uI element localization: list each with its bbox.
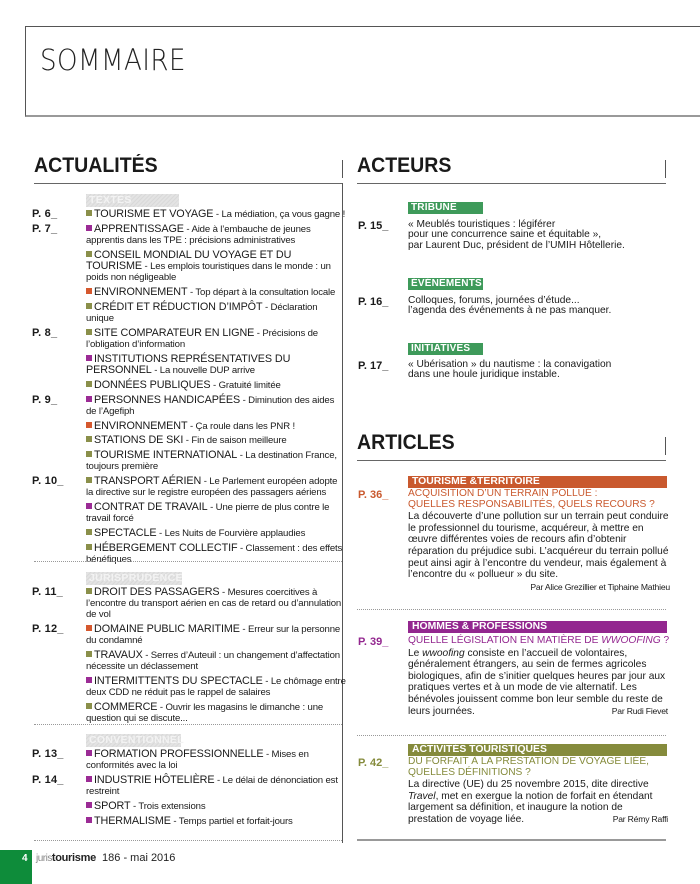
toc-entry[interactable]: [86, 528, 346, 539]
toc-entry[interactable]: [32, 208, 346, 220]
entry-description: - Trois extensions: [130, 801, 206, 812]
section-divider: [34, 724, 342, 725]
entry-title: FORMATION PROFESSIONNELLE: [94, 748, 264, 760]
toc-entry[interactable]: [86, 435, 346, 446]
article-title: QUELLE LÉGISLATION EN MATIÈRE DE WWOOFING ?: [408, 635, 670, 646]
toc-entry[interactable]: [32, 222, 346, 246]
entry-title: INDUSTRIE HÔTELIÈRE: [94, 774, 215, 786]
toc-entry[interactable]: [32, 748, 346, 772]
toc-entry[interactable]: [32, 326, 346, 350]
toc-entry[interactable]: [86, 250, 346, 284]
entry-description: - La nouvelle DUP arrive: [151, 365, 255, 376]
section-heading-articles: ARTICLES: [357, 431, 455, 454]
toc-entry[interactable]: [32, 586, 346, 621]
entry-description: - Ouvrir les magasins le dimanche : une question qui se discute...: [86, 702, 324, 725]
category-bullet-icon: [86, 588, 92, 594]
toc-entry[interactable]: [86, 421, 346, 432]
category-bullet-icon: [86, 544, 92, 550]
page-number: P. 13_: [32, 748, 64, 760]
page-number: P. 10_: [32, 475, 64, 488]
category-bullet-icon: [86, 802, 92, 808]
category-bullet-icon: [86, 355, 92, 361]
category-bullet-icon: [86, 210, 92, 216]
entry-title: INSTITUTIONS REPRÉSENTATIVES DU PERSONNEL: [86, 352, 291, 376]
tag-hommes-professions: HOMMES & PROFESSIONS: [408, 621, 667, 633]
entry-title: TRAVAUX: [94, 649, 143, 662]
entry-description: - La médiation, ça vous gagne !: [213, 209, 346, 220]
page-number: P. 15_: [358, 220, 389, 232]
entry-title: CRÉDIT ET RÉDUCTION D’IMPÔT: [94, 300, 263, 313]
category-bullet-icon: [86, 703, 92, 709]
sommaire-header-box: [25, 26, 700, 117]
entry-description: - Précisions de l’obligation d’information: [86, 327, 318, 350]
entry-description: - Gratuité limitée: [210, 379, 281, 391]
entry-description: - Le chômage entre deux CDD ne réduit pas le rappel de salaires: [86, 676, 346, 699]
toc-entry[interactable]: [86, 543, 346, 565]
entry-text: Colloques, forums, journées d’étude... l’agenda des événements à ne pas manquer.: [408, 295, 612, 317]
article-divider: [357, 735, 666, 736]
category-bullet-icon: [86, 436, 92, 442]
conventionnel-entry-list: [32, 748, 346, 831]
entry-description: - Fin de saison meilleure: [183, 435, 287, 447]
brand-name: tourisme: [51, 852, 96, 864]
entry-title: SPORT: [94, 800, 131, 812]
entry-title: INTERMITTENTS DU SPECTACLE: [94, 675, 263, 688]
entry-title: SPECTACLE: [94, 527, 157, 540]
toc-entry[interactable]: [32, 623, 346, 647]
page-number: P. 16_: [358, 296, 389, 308]
toc-entry[interactable]: [86, 380, 346, 391]
article-title: ACQUISITION D’UN TERRAIN POLLUÉ : QUELLES RESPONSABILITÉS, QUELS RECOURS ?: [408, 488, 655, 510]
entry-title: DOMAINE PUBLIC MARITIME: [94, 623, 240, 636]
page-number: P. 8_: [32, 326, 58, 339]
toc-entry[interactable]: [32, 774, 346, 798]
entry-text: « Meublés touristiques : légiférer pour une concurrence saine et équitable », par Laurent Duc, président de l’UMIH Hôtellerie.: [408, 219, 625, 251]
tag-tourisme-territoire: TOURISME &TERRITOIRE: [408, 476, 667, 488]
entry-description: - Erreur sur la personne du condamné: [86, 624, 341, 647]
initiatives-entry[interactable]: [358, 359, 670, 381]
toc-entry[interactable]: [86, 502, 346, 524]
entry-title: COMMERCE: [94, 701, 158, 714]
acteurs-heading-rule: [357, 183, 666, 184]
entry-title: PERSONNES HANDICAPÉES: [94, 393, 241, 406]
page-title: SOMMAIRE: [40, 43, 186, 77]
toc-entry[interactable]: [32, 475, 346, 499]
page-number: P. 39_: [358, 636, 389, 648]
entry-title: CONSEIL MONDIAL DU VOYAGE ET DU TOURISME: [86, 248, 292, 272]
category-bullet-icon: [86, 477, 92, 483]
entry-description: - Le délai de dénonciation est restreint: [86, 775, 338, 798]
section-heading-actualites: ACTUALITÉS: [34, 154, 158, 177]
toc-entry[interactable]: [86, 801, 346, 812]
tag-initiatives: INITIATIVES: [408, 343, 483, 355]
entry-title: HÉBERGEMENT COLLECTIF: [94, 541, 238, 554]
entry-title: APPRENTISSAGE: [94, 222, 184, 235]
entry-title: CONTRAT DE TRAVAIL: [94, 501, 208, 514]
entry-title: THERMALISME: [94, 814, 171, 827]
footer-page-number: 4: [22, 853, 28, 864]
toc-entry[interactable]: [86, 676, 346, 698]
category-bullet-icon: [86, 451, 92, 457]
entry-description: - Le Parlement européen adopte la directive sur le registre européen des passagers aériens: [86, 476, 338, 499]
entry-title: TOURISME ET VOYAGE: [94, 208, 214, 220]
page-number: P. 42_: [358, 757, 389, 769]
entry-description: - Diminution des aides de l’Agefiph: [86, 394, 335, 417]
category-bullet-icon: [86, 303, 92, 309]
actualites-heading-rule: [34, 183, 342, 184]
category-bullet-icon: [86, 750, 92, 756]
entry-description: - Classement : des effets bénéfiques: [86, 542, 343, 566]
article-summary: Le wwoofing consiste en l’accueil de volontaires, généralement étrangers, au sein de fermes agricoles biologiques, afin de s’initier quelques heures par jour aux pratiques vertes et à un mode de vie alternatif. Les bénévoles jouissent comme bon leur semble du reste de leurs journées. Par Rudi Fievet: [408, 647, 668, 717]
section-heading-acteurs: ACTEURS: [357, 154, 452, 177]
page-number: P. 11_: [32, 586, 63, 598]
article-summary: La directive (UE) du 25 novembre 2015, dite directive Travel, met en exergue la notion de forfait en étendant largement sa définition, et inaugure la notion de prestation de voyage liée. Par Rémy Raffi: [408, 779, 668, 825]
category-bullet-icon: [86, 381, 92, 387]
article-author: Par Rudi Fievet: [611, 705, 668, 716]
entry-title: ENVIRONNEMENT: [94, 286, 188, 298]
brand-prefix: juris: [36, 853, 52, 864]
entry-description: - Top départ à la consultation locale: [187, 287, 336, 298]
subsection-label-conventionnel: CONVENTIONNEL: [86, 734, 181, 747]
entry-title: TOURISME INTERNATIONAL: [94, 449, 238, 462]
entry-text: « Ubérisation » du nautisme : la conavigation dans une houle juridique instable.: [408, 359, 612, 381]
article-entry[interactable]: [358, 488, 670, 592]
entry-description: - Mesures coercitives à l’encontre du transport aérien en cas de retard ou d’annulation de vol: [86, 587, 342, 621]
category-bullet-icon: [86, 503, 92, 509]
entry-description: - Les emplois touristiques dans le monde : un poids non négligeable: [86, 261, 331, 284]
toc-entry[interactable]: [86, 287, 346, 298]
page-number: P. 9_: [32, 393, 58, 406]
articles-heading-rule: [357, 460, 666, 461]
page-number: P. 6_: [32, 208, 58, 220]
category-bullet-icon: [86, 288, 92, 294]
entry-title: STATIONS DE SKI: [94, 434, 184, 447]
category-bullet-icon: [86, 776, 92, 782]
entry-title: TRANSPORT AÉRIEN: [94, 475, 202, 488]
heading-vertical-rule: [665, 437, 666, 455]
article-entry[interactable]: [358, 635, 670, 717]
toc-entry[interactable]: [32, 393, 346, 417]
heading-vertical-rule: [665, 160, 666, 178]
tag-tribune: TRIBUNE: [408, 202, 483, 214]
tag-evenements: ÉVÉNEMENTS: [408, 278, 483, 290]
textes-entry-list: [32, 208, 346, 569]
entry-title: DROIT DES PASSAGERS: [94, 586, 220, 598]
jurisprudence-entry-list: [32, 586, 346, 728]
page-number: P. 36_: [358, 489, 389, 501]
footer-publication: [36, 852, 175, 864]
category-bullet-icon: [86, 422, 92, 428]
article-entry[interactable]: [358, 756, 670, 826]
entry-description: - Déclaration unique: [86, 301, 318, 324]
entry-description: - Ça roule dans les PNR !: [187, 420, 296, 432]
subsection-label-jurisprudence: JURISPRUDENCE: [86, 572, 182, 585]
toc-entry[interactable]: [86, 354, 346, 376]
evenements-entry[interactable]: [358, 295, 670, 317]
page-number: P. 14_: [32, 774, 64, 786]
tag-activites-touristiques: ACTIVITÉS TOURISTIQUES: [408, 744, 667, 756]
category-bullet-icon: [86, 329, 92, 335]
articles-bottom-rule: [357, 839, 666, 841]
entry-description: - La destination France, toujours première: [86, 450, 337, 473]
category-bullet-icon: [86, 251, 92, 257]
toc-entry[interactable]: [86, 650, 346, 672]
entry-title: DONNÉES PUBLIQUES: [94, 378, 211, 391]
toc-entry[interactable]: [86, 302, 346, 324]
subsection-label-textes: TEXTES: [86, 194, 179, 207]
entry-description: - Temps partiel et forfait-jours: [170, 815, 293, 827]
article-title: DU FORFAIT À LA PRESTATION DE VOYAGE LIÉE, QUELLES DÉFINITIONS ?: [408, 756, 649, 778]
toc-entry[interactable]: [86, 816, 346, 827]
entry-title: SITE COMPARATEUR EN LIGNE: [94, 326, 255, 339]
category-bullet-icon: [86, 396, 92, 402]
category-bullet-icon: [86, 225, 92, 231]
entry-title: ENVIRONNEMENT: [94, 419, 188, 432]
article-author: Par Rémy Raffi: [612, 813, 668, 824]
category-bullet-icon: [86, 529, 92, 535]
entry-description: - Aide à l’embauche de jeunes apprentis dans les TPE : précisions administratives: [86, 223, 311, 246]
heading-vertical-rule: [342, 160, 343, 178]
article-summary: La découverte d’une pollution sur un terrain peut conduire le professionnel du tourisme, acquéreur, à mettre en œuvre différentes voies de recours afin d’obtenir réparation du préjudice subi. L’acquéreur du terrain pollué peut ainsi agir à l’encontre du vendeur, mais également à l’encontre du « pollueur » du site.: [408, 511, 669, 581]
category-bullet-icon: [86, 677, 92, 683]
article-divider: [357, 609, 666, 610]
section-divider: [34, 561, 342, 562]
page-number: P. 17_: [358, 360, 389, 372]
entry-description: - Mises en conformités avec la loi: [86, 749, 309, 772]
issue-info: 186 - mai 2016: [102, 852, 176, 864]
category-bullet-icon: [86, 651, 92, 657]
article-author: Par Alice Grezillier et Tiphaine Mathieu: [530, 581, 670, 592]
entry-description: - Les Nuits de Fourvière applaudies: [156, 528, 306, 540]
page-number: P. 7_: [32, 222, 58, 235]
category-bullet-icon: [86, 625, 92, 631]
toc-entry[interactable]: [86, 702, 346, 724]
entry-description: - Serres d’Auteuil : un changement d’affectation nécessite un déclassement: [86, 650, 340, 673]
toc-entry[interactable]: [86, 450, 346, 472]
entry-description: - Une pierre de plus contre le travail forcé: [86, 502, 330, 525]
section-divider: [34, 840, 342, 841]
tribune-entry[interactable]: [358, 219, 670, 251]
page-number: P. 12_: [32, 623, 64, 636]
category-bullet-icon: [86, 817, 92, 823]
